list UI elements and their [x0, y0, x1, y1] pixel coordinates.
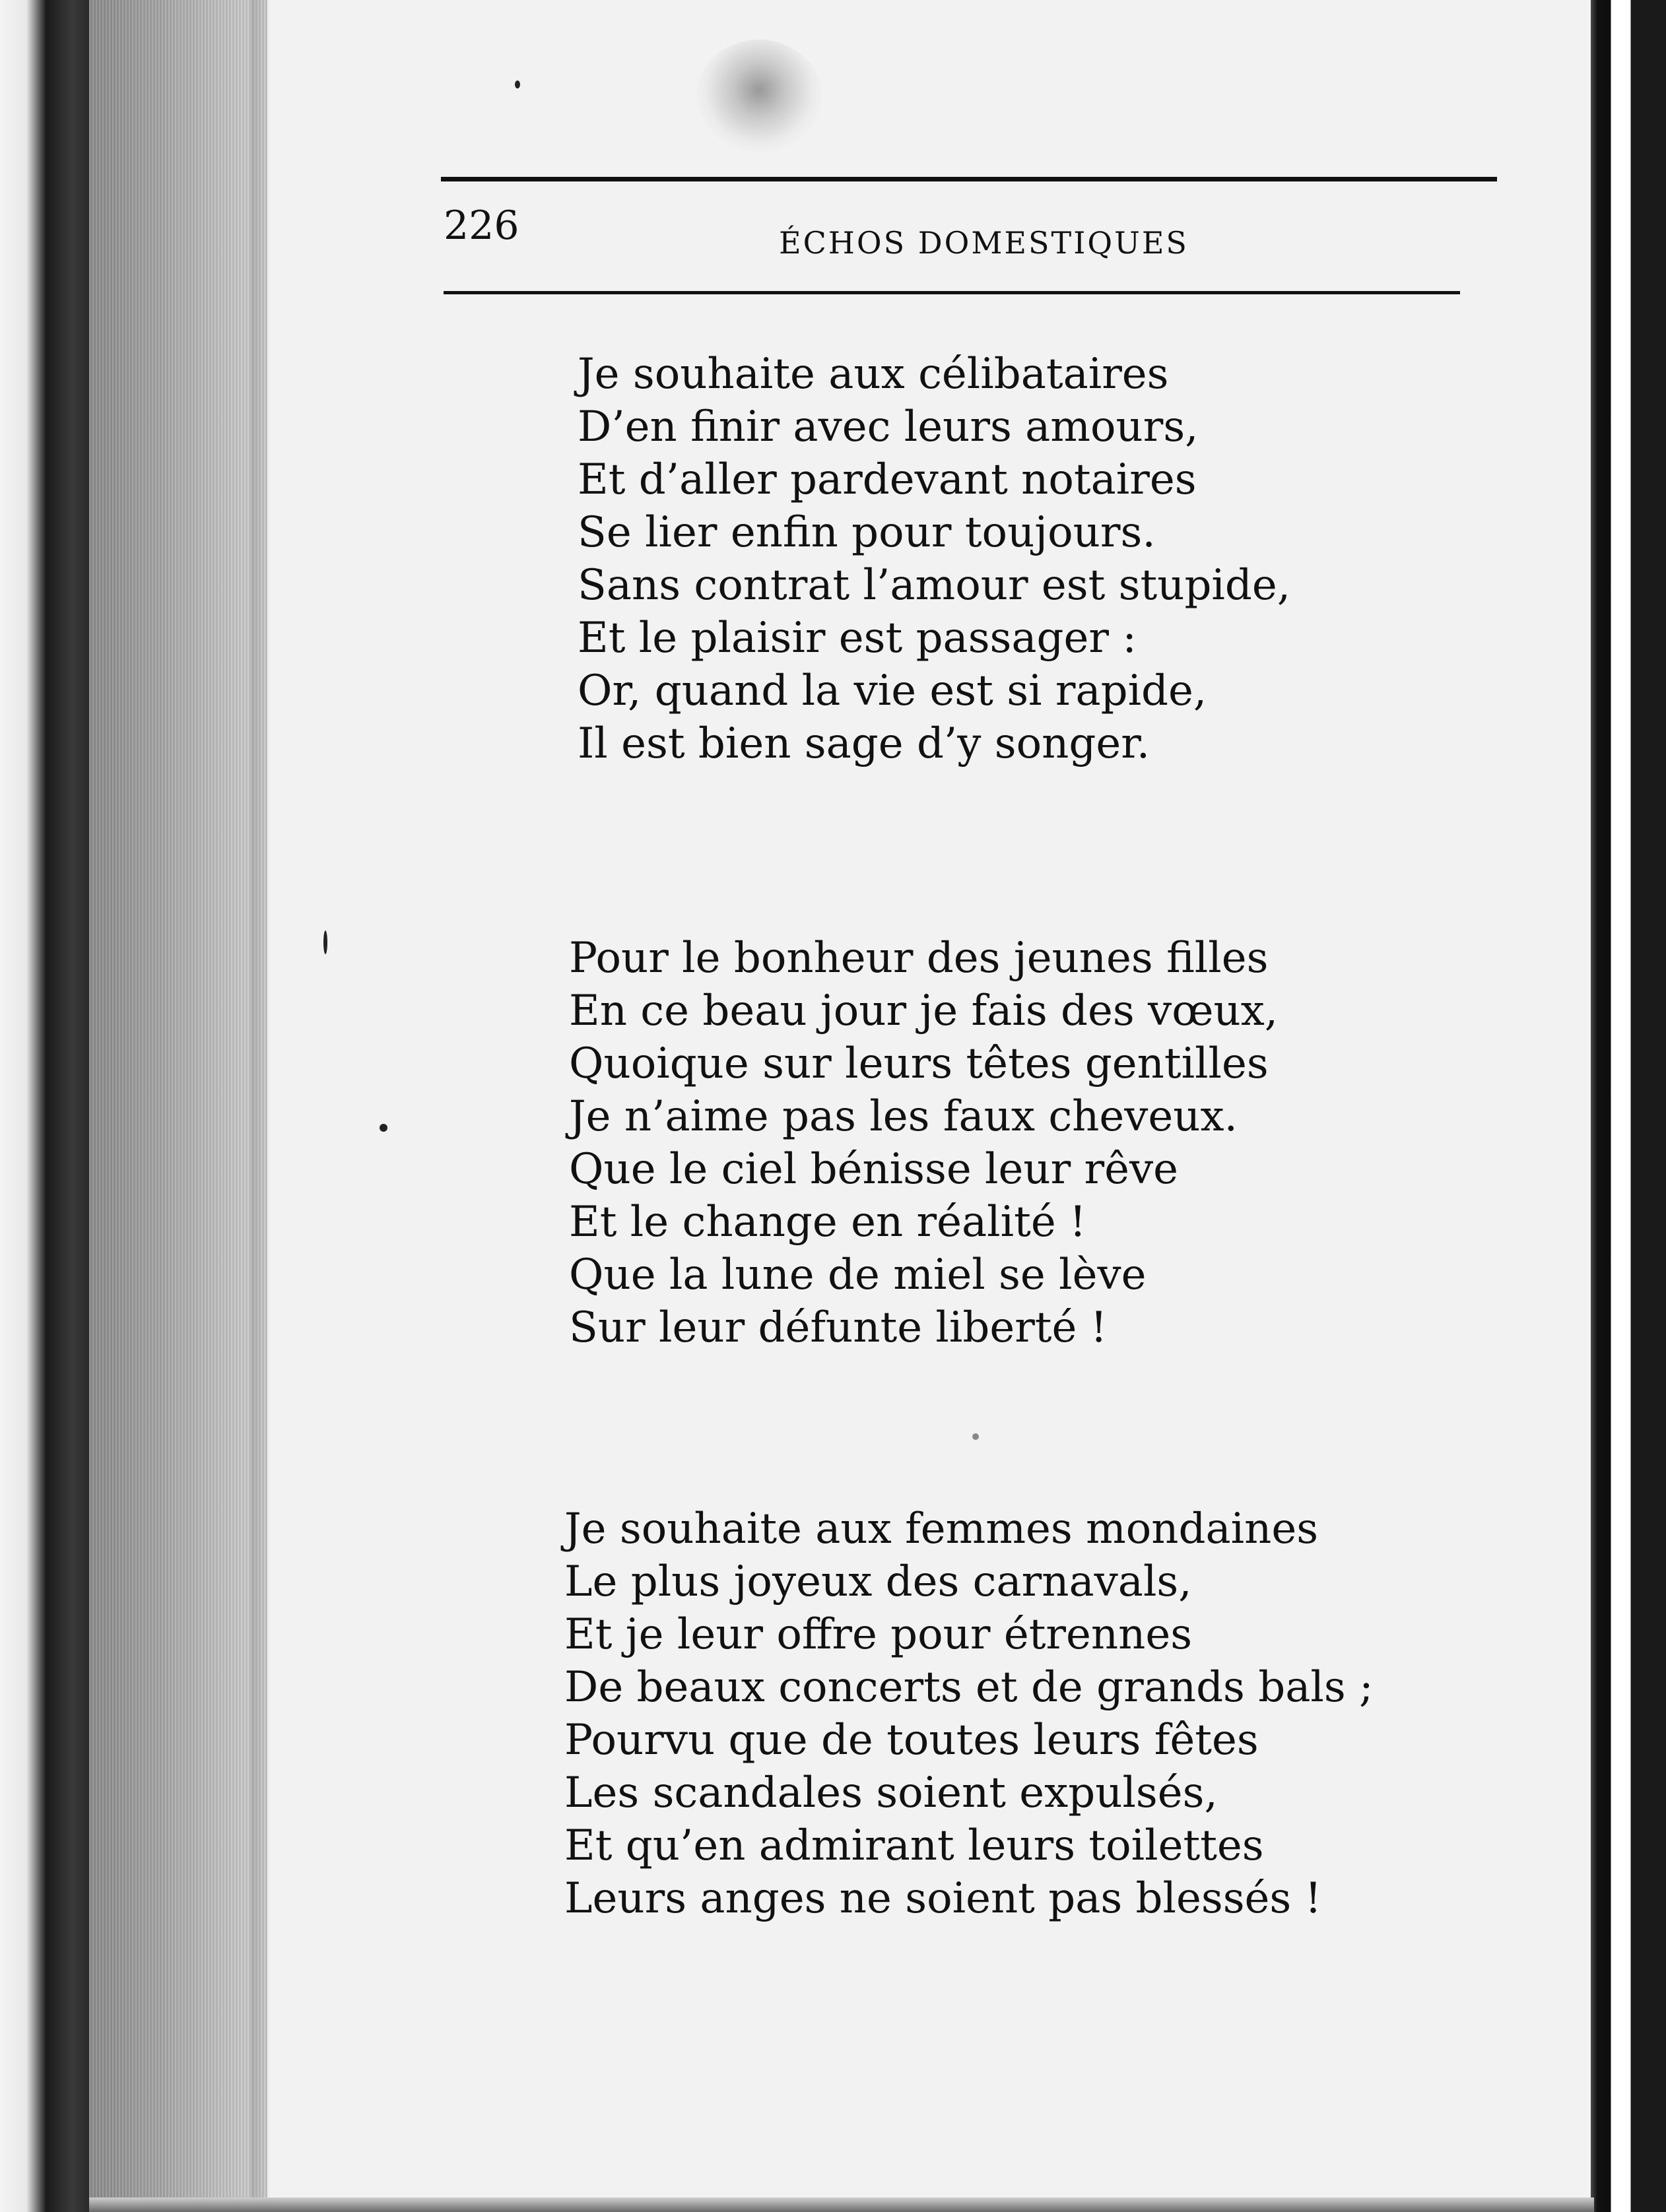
header-rule-top	[441, 177, 1497, 181]
verse-line: Je souhaite aux femmes mondaines	[564, 1505, 1319, 1553]
verse-line: Les scandales soient expulsés,	[564, 1769, 1218, 1817]
scan-right-border	[1591, 0, 1666, 2212]
verse-line: Le plus joyeux des carnavals,	[564, 1557, 1192, 1606]
verse-line: Quoique sur leurs têtes gentilles	[569, 1039, 1269, 1088]
verse-line: D’en finir avec leurs amours,	[578, 403, 1199, 451]
verse-line: En ce beau jour je fais des vœux,	[569, 987, 1279, 1035]
verse-line: Et le change en réalité !	[569, 1198, 1086, 1247]
running-title: ÉCHOS DOMESTIQUES	[779, 225, 1189, 261]
verse-line: Que le ciel bénisse leur rêve	[569, 1145, 1179, 1194]
stanza-3	[564, 1503, 1374, 1925]
verse-line: Pour le bonheur des jeunes filles	[569, 934, 1269, 983]
ink-smudge	[696, 40, 822, 152]
speck	[323, 930, 327, 954]
speck	[972, 1433, 979, 1440]
page-number: 226	[444, 203, 519, 249]
speck	[380, 1124, 387, 1132]
verse-line: Se lier enfin pour toujours.	[578, 508, 1156, 557]
scan-bottom-border	[89, 2197, 1594, 2212]
verse-line: Je souhaite aux célibataires	[578, 350, 1169, 399]
verse-line: Or, quand la vie est si rapide,	[578, 667, 1207, 715]
verse-line: Il est bien sage d’y songer.	[578, 719, 1150, 768]
scan-left-margin	[0, 0, 89, 2212]
header-rule-bottom	[444, 291, 1460, 294]
gutter-shadow	[251, 0, 271, 2212]
page-fore-edge	[89, 0, 267, 2212]
verse-line: Leurs anges ne soient pas blessés !	[564, 1874, 1322, 1923]
verse-line: Et je leur offre pour étrennes	[564, 1610, 1193, 1659]
verse-line: Pourvu que de toutes leurs fêtes	[564, 1716, 1259, 1765]
verse-line: Et d’aller pardevant notaires	[578, 455, 1197, 504]
verse-line: De beaux concerts et de grands bals ;	[564, 1663, 1374, 1712]
verse-line: Sans contrat l’amour est stupide,	[578, 561, 1291, 610]
verse-line: Et le plaisir est passager :	[578, 614, 1137, 663]
verse-line: Je n’aime pas les faux cheveux.	[569, 1092, 1238, 1141]
verse-line: Et qu’en admirant leurs toilettes	[564, 1821, 1264, 1870]
stanza-1	[578, 348, 1290, 770]
verse-line: Que la lune de miel se lève	[569, 1251, 1147, 1299]
stanza-2	[569, 932, 1278, 1354]
speck	[515, 81, 520, 88]
verse-line: Sur leur défunte liberté !	[569, 1303, 1108, 1352]
